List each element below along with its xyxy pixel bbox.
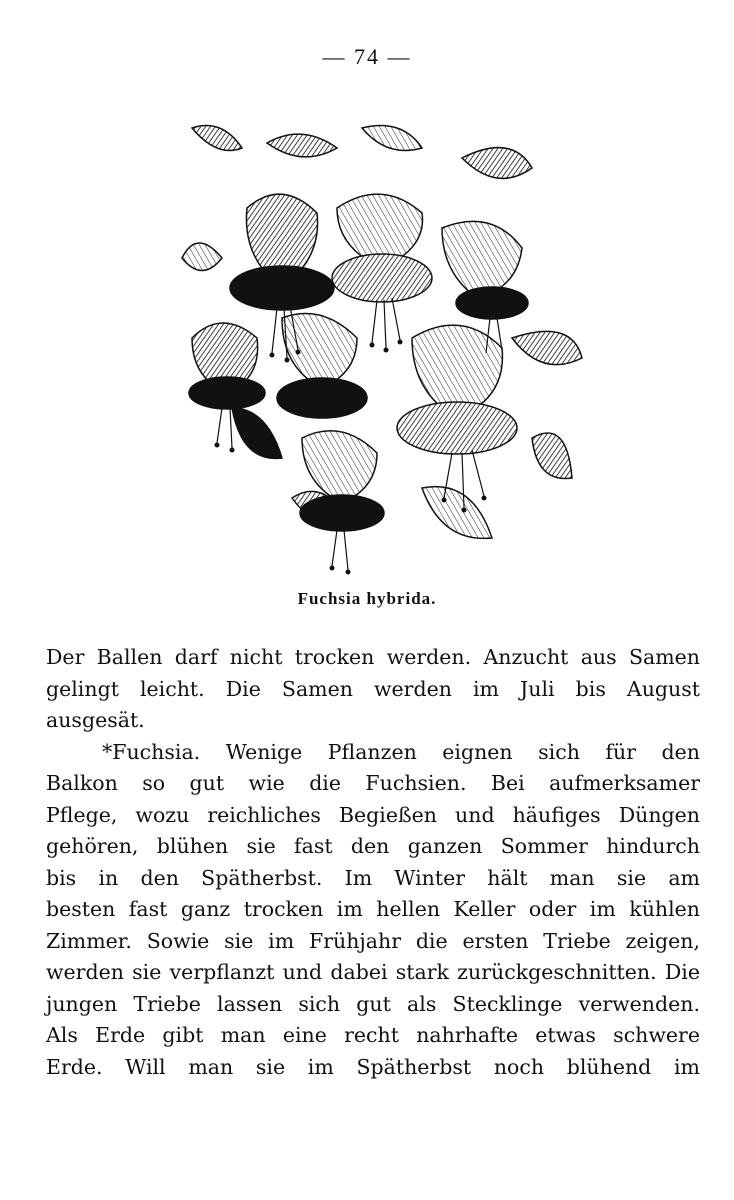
text-line: Erde. Will man sie im Spätherbst noch blühend im — [46, 1054, 700, 1079]
text-line: bis in den Spätherbst. Im Winter hält man sie am — [46, 865, 700, 890]
text-line: *Fuchsia. Wenige Pflanzen eignen sich für den — [102, 739, 700, 764]
text-line: werden sie verpflanzt und dabei stark zurückgeschnitten. Die — [46, 960, 700, 984]
text-line: besten fast ganz trocken im hellen Keller oder im kühlen — [46, 897, 700, 921]
fuchsia-illustration — [172, 118, 592, 580]
figure-caption: Fuchsia hybrida. — [297, 589, 437, 608]
text-line: Balkon so gut wie die Fuchsien. Bei aufmerksamer — [46, 771, 700, 795]
text-line: Als Erde gibt man eine recht nahrhafte etwas schwere — [46, 1023, 700, 1047]
body-text — [46, 642, 700, 1083]
text-line: gehören, blühen sie fast den ganzen Sommer hindurch — [46, 834, 700, 858]
text-line: Zimmer. Sowie sie im Frühjahr die ersten Triebe zeigen, — [46, 928, 700, 953]
text-line: gelingt leicht. Die Samen werden im Juli bis August — [46, 676, 700, 701]
text-line: Der Ballen darf nicht trocken werden. Anzucht aus Samen — [46, 645, 700, 669]
text-line: ausgesät. — [46, 708, 145, 732]
page-number: — 74 — — [322, 44, 412, 69]
text-line: jungen Triebe lassen sich gut als Stecklinge verwenden. — [46, 991, 700, 1016]
text-line: Pflege, wozu reichliches Begießen und häufiges Düngen — [46, 802, 700, 827]
